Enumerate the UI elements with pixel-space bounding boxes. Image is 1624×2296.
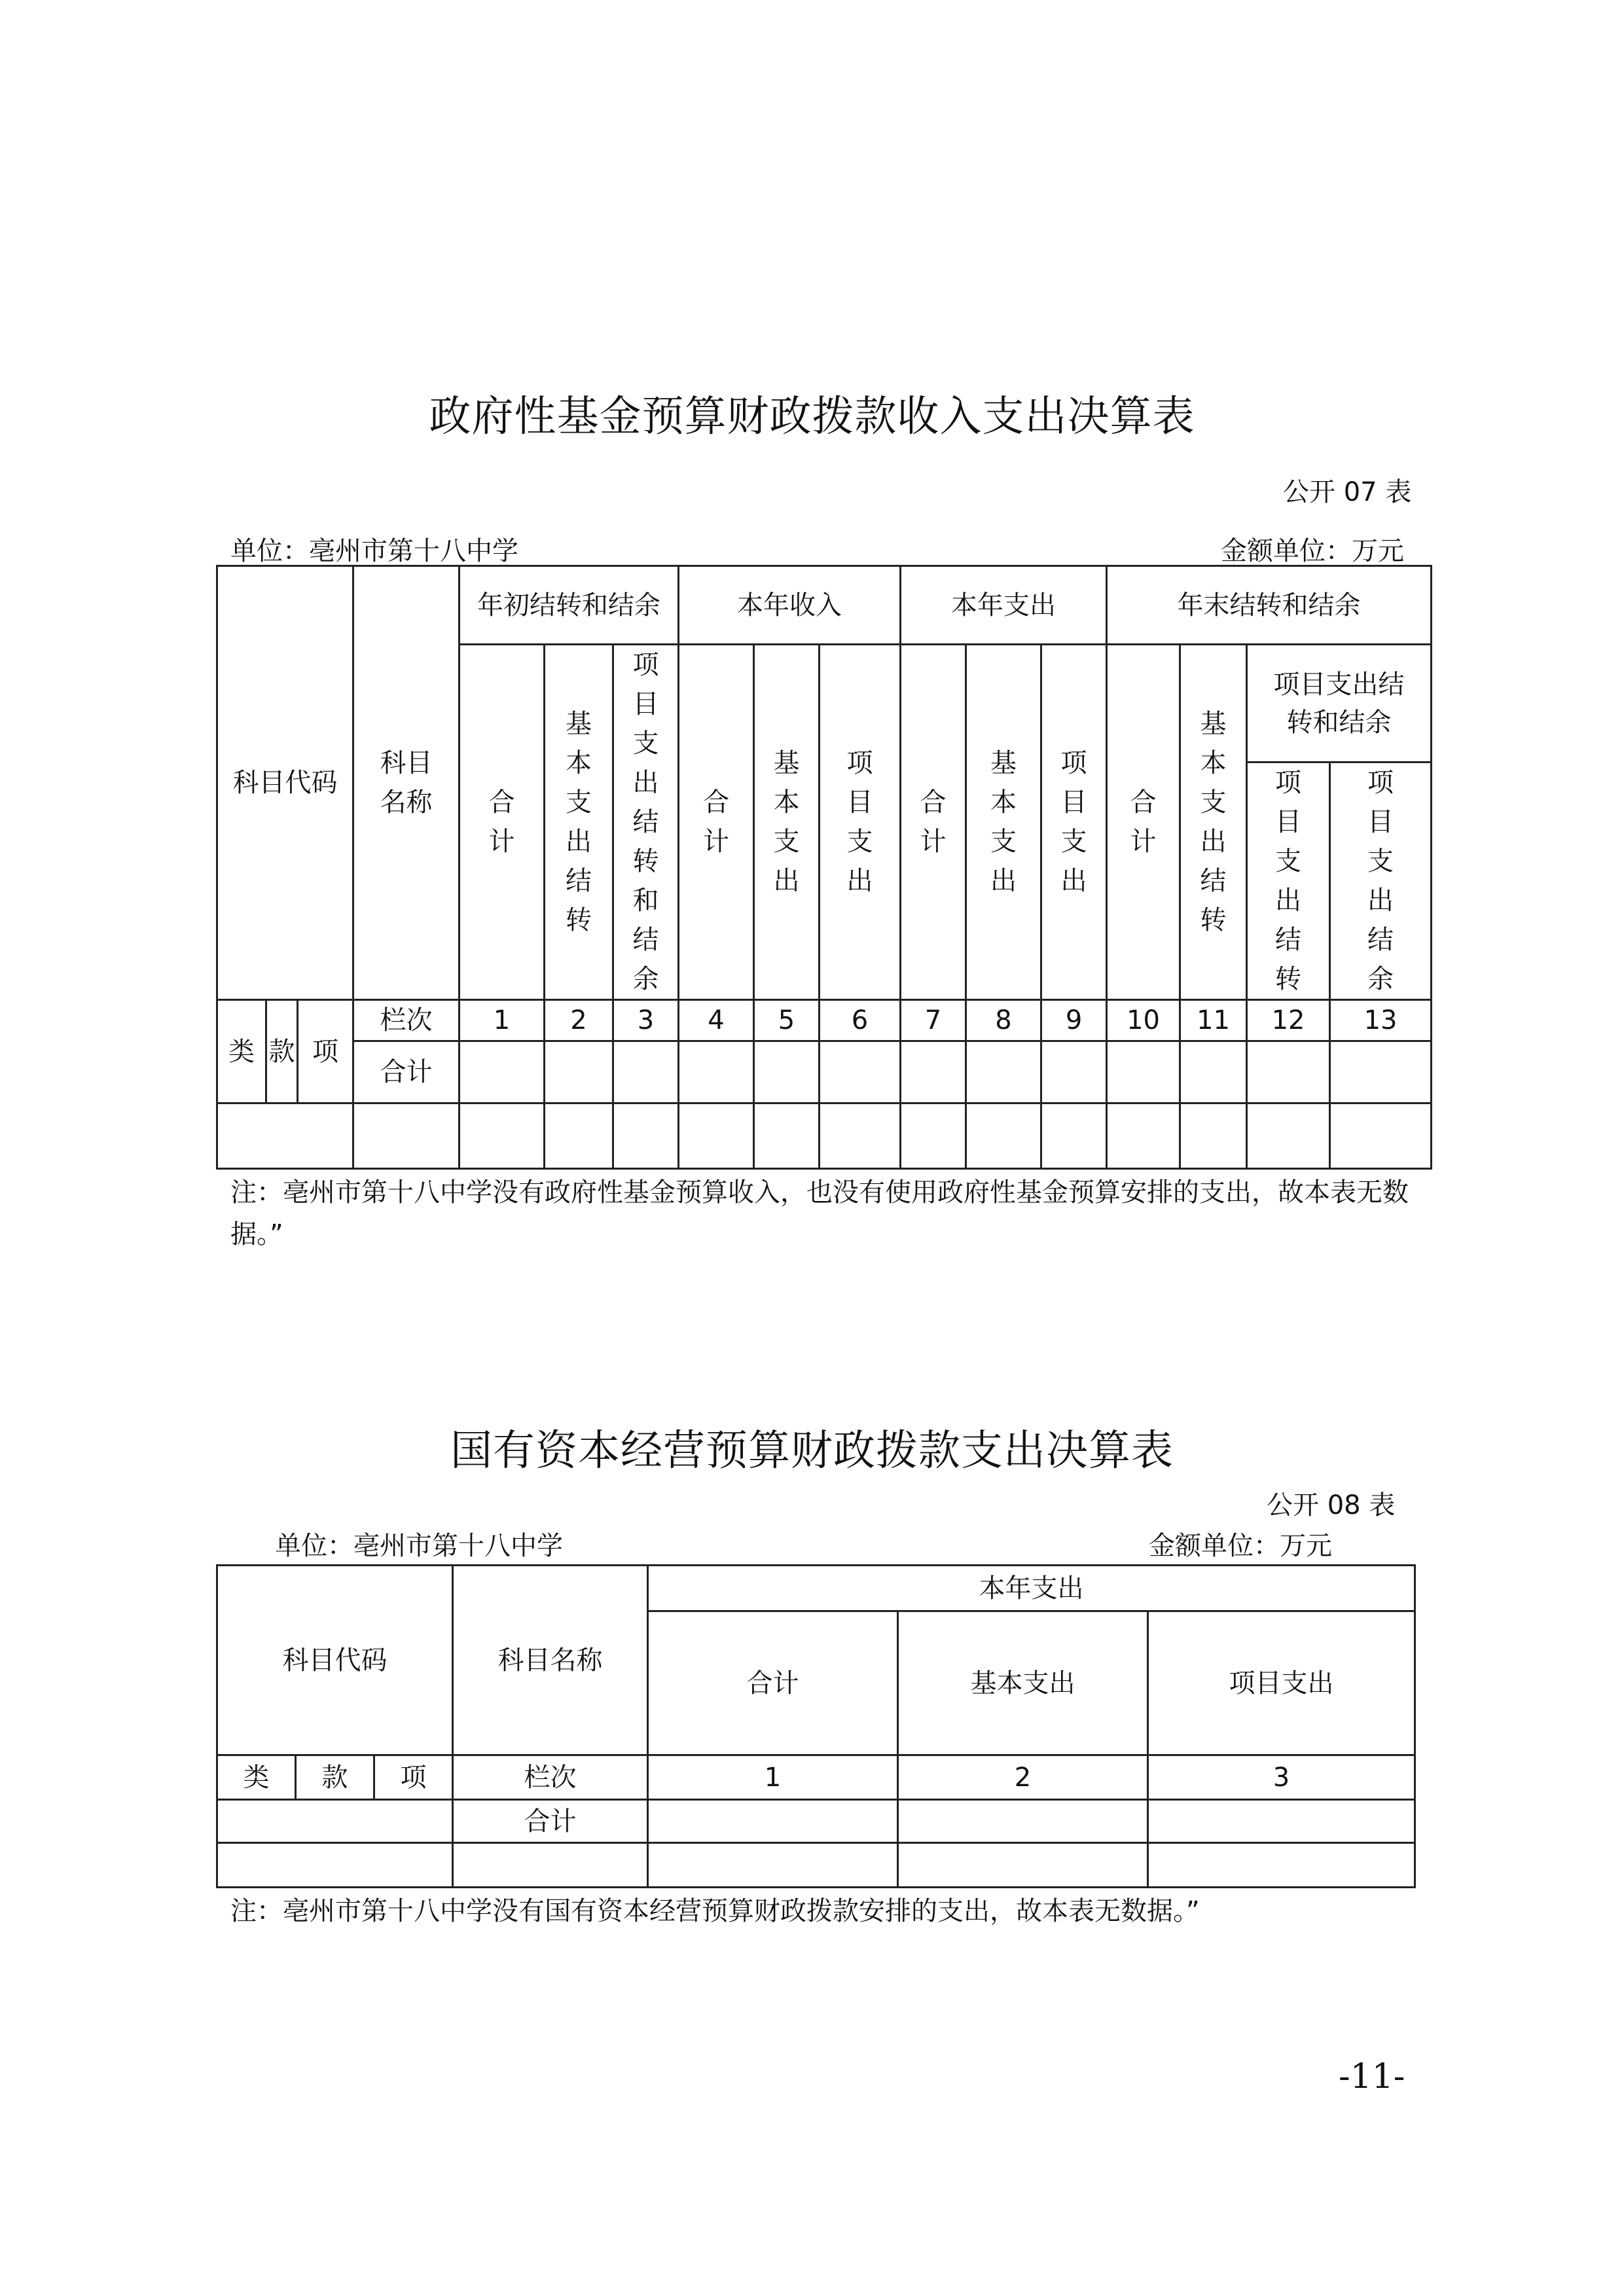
row-heji-label: 合计 [453, 1800, 648, 1843]
table08-code: 公开 08 表 [1267, 1490, 1396, 1520]
table07-code: 公开 07 表 [1283, 477, 1412, 507]
header-subject-code: 科目代码 [217, 566, 353, 1000]
header-group-begin: 年初结转和结余 [460, 566, 679, 645]
header-begin-project-carry: 项目支出结转和结余 [613, 645, 679, 1000]
header-begin-basic-carry: 基本支出结转 [545, 645, 613, 1000]
col-number: 11 [1180, 1000, 1247, 1041]
header-subject-code: 科目代码 [217, 1566, 453, 1755]
col-number: 3 [1148, 1755, 1415, 1800]
header-project-expense: 项目支出 [1148, 1611, 1415, 1755]
header-income-basic: 基本支出 [754, 645, 820, 1000]
col-number: 8 [966, 1000, 1041, 1041]
header-income-project: 项目支出 [820, 645, 901, 1000]
col-number: 2 [545, 1000, 613, 1041]
table-row [217, 1103, 1432, 1169]
header-expense-total: 合计 [901, 645, 966, 1000]
col-number: 9 [1041, 1000, 1107, 1041]
header-end-total: 合计 [1107, 645, 1180, 1000]
header-group-expense: 本年支出 [648, 1566, 1415, 1611]
table-row [217, 1843, 1415, 1888]
table07-title: 政府性基金预算财政拨款收入支出决算表 [429, 393, 1195, 441]
header-kuan: 款 [266, 1000, 298, 1103]
header-end-basic-carry: 基本支出结转 [1180, 645, 1247, 1000]
header-group-expense: 本年支出 [901, 566, 1107, 645]
header-income-total: 合计 [679, 645, 754, 1000]
col-number: 13 [1330, 1000, 1432, 1041]
header-end-project-carry-group: 项目支出结转和结余 [1247, 645, 1432, 762]
table08-amount-unit: 金额单位：万元 [1149, 1531, 1332, 1561]
header-group-end: 年末结转和结余 [1107, 566, 1432, 645]
header-group-income: 本年收入 [679, 566, 901, 645]
table08-title: 国有资本经营预算财政拨款支出决算表 [450, 1427, 1174, 1475]
page-number: -11- [1339, 2057, 1405, 2096]
col-number: 2 [898, 1755, 1148, 1800]
header-end-project-carry: 项目支出结转 [1247, 762, 1330, 1000]
header-lanci: 栏次 [353, 1000, 460, 1041]
header-lei: 类 [217, 1755, 296, 1800]
table08-note: 注：亳州市第十八中学没有国有资本经营预算财政拨款安排的支出，故本表无数据。” [230, 1896, 1200, 1926]
col-number: 4 [679, 1000, 754, 1041]
header-kuan: 款 [296, 1755, 374, 1800]
table07 [216, 565, 1432, 1170]
table08-unit: 单位：亳州市第十八中学 [275, 1531, 563, 1561]
col-number: 1 [648, 1755, 898, 1800]
col-number: 3 [613, 1000, 679, 1041]
table08 [216, 1564, 1416, 1888]
col-number: 5 [754, 1000, 820, 1041]
col-number: 12 [1247, 1000, 1330, 1041]
col-number: 7 [901, 1000, 966, 1041]
header-subject-name: 科目名称 [353, 566, 460, 1000]
header-expense-basic: 基本支出 [966, 645, 1041, 1000]
table07-unit: 单位：亳州市第十八中学 [230, 536, 518, 566]
header-end-project-surplus: 项目支出结余 [1330, 762, 1432, 1000]
header-lanci: 栏次 [453, 1755, 648, 1800]
table07-amount-unit: 金额单位：万元 [1221, 536, 1404, 566]
row-heji-label: 合计 [353, 1041, 460, 1103]
header-lei: 类 [217, 1000, 266, 1103]
header-xiang: 项 [374, 1755, 453, 1800]
header-total: 合计 [648, 1611, 898, 1755]
header-xiang: 项 [298, 1000, 353, 1103]
col-number: 10 [1107, 1000, 1180, 1041]
table07-note: 注：亳州市第十八中学没有政府性基金预算收入，也没有使用政府性基金预算安排的支出，故本表无数据。” [230, 1177, 1409, 1249]
col-number: 6 [820, 1000, 901, 1041]
header-expense-project: 项目支出 [1041, 645, 1107, 1000]
header-subject-name: 科目名称 [453, 1566, 648, 1755]
header-begin-total: 合计 [460, 645, 545, 1000]
col-number: 1 [460, 1000, 545, 1041]
header-basic-expense: 基本支出 [898, 1611, 1148, 1755]
